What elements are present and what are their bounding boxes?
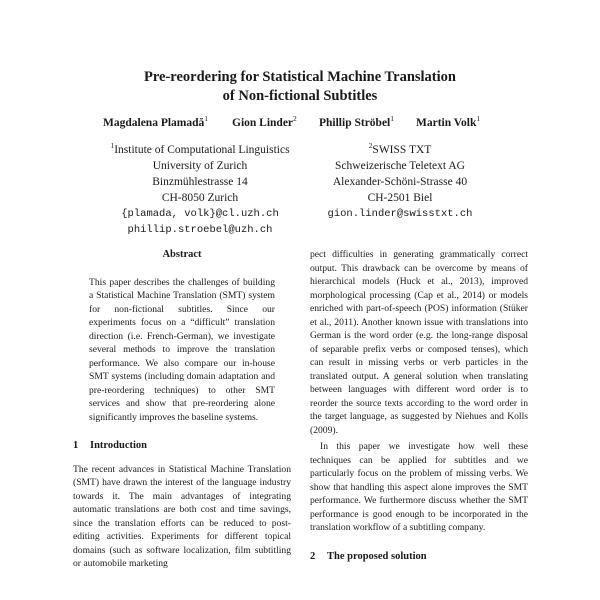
abstract-heading: Abstract <box>162 249 202 260</box>
introduction-paragraph-2: In this paper we investigate how well these techniques can be applied for subtitles and we particularly focus on the problem of missing verbs. We show that handling this aspect alone improves the SMT performance. We furthermore discuss whether the SMT performance is good enough to be incorporated in the translation workflow of a subtitling company. <box>310 441 528 533</box>
affiliation-2-mark: 2 <box>368 141 373 150</box>
author-1-name: Magdalena Plamadă <box>103 116 205 129</box>
abstract-text: This paper describes the challenges of building a Statistical Machine Translation (SMT) system for non-fictional subtitles. Since our experiments focus on a “difficult” translation direction (i.e. French-German), we investigate several methods to improve the translation performance. We also compare our in-house SMT systems (including domain adaptation and pre-reordering techniques) to other SMT services and show that pre-reordering alone significantly improves the baseline systems. <box>89 276 275 423</box>
right-column <box>310 248 528 573</box>
author-4-affil-mark: 1 <box>476 114 481 123</box>
affiliation-1-street: Binzmühlestrasse 14 <box>152 175 248 188</box>
author-1 <box>103 114 208 129</box>
affiliation-1-mark: 1 <box>110 141 115 150</box>
title-line-2: of Non-fictional Subtitles <box>222 88 378 104</box>
introduction-paragraph-continued: pect difficulties in generating grammatically correct output. This drawback can be overcome by means of hierarchical models (Huck et al., 2013), improved morphological processing (Cap et al., 2014) or models enriched with part-of-speech (POS) information (Stüker et al., 2011). Another known issue with translations into German is the word order (e.g. the long-range disposal of separable prefix verbs or composed tenses), which can result in missing verbs or verb particles in the translated output. A general solution when translating between languages with different word order is to reorder the source texts according to the word order in the target language, as suggested by Niehues and Kolls (2009). <box>310 249 528 436</box>
affiliation-2-street: Alexander-Schöni-Strasse 40 <box>332 175 468 188</box>
author-3-name: Phillip Ströbel <box>319 116 391 129</box>
affiliation-1-email-1: {plamada, volk}@cl.uzh.ch <box>121 207 279 220</box>
author-4 <box>416 114 480 129</box>
affiliation-2-company-full: Schweizerische Teletext AG <box>335 159 465 172</box>
section-heading-proposed-solution <box>310 550 528 564</box>
affiliation-1-institute: Institute of Computational Linguistics <box>114 143 290 156</box>
section-title: Introduction <box>90 440 147 451</box>
section-number: 1 <box>73 440 79 451</box>
affiliation-1 <box>95 138 305 238</box>
section-heading-introduction <box>73 439 291 453</box>
affiliation-1-email-2: phillip.stroebel@uzh.ch <box>127 223 273 236</box>
author-2 <box>232 114 297 129</box>
title-line-1: Pre-reordering for Statistical Machine Translation <box>144 69 456 85</box>
section-number: 2 <box>310 550 316 562</box>
section-title: The proposed solution <box>327 550 427 562</box>
left-column <box>73 248 291 571</box>
author-3 <box>319 114 394 129</box>
affiliation-2-city: CH-2501 Biel <box>367 191 433 204</box>
affiliation-2-email: gion.linder@swisstxt.ch <box>327 207 473 220</box>
affiliation-2 <box>300 138 500 222</box>
affiliation-1-city: CH-8050 Zurich <box>161 191 239 204</box>
affiliation-1-university: University of Zurich <box>152 159 248 172</box>
affiliation-2-company: SWISS TXT <box>372 143 432 156</box>
author-1-affil-mark: 1 <box>204 114 209 123</box>
author-4-name: Martin Volk <box>416 116 477 129</box>
author-2-affil-mark: 2 <box>293 114 297 123</box>
introduction-paragraph: The recent advances in Statistical Machine Translation (SMT) have drawn the interest of the language industry towards it. The main advantages of integrating automatic translations are both cost and time savings, since the translation efforts can be reduced to post-editing activities. Experiments for different topical domains (such as software localization, film subtitling or automobile marketing <box>73 463 291 569</box>
author-list <box>0 114 600 132</box>
paper-title <box>0 68 600 106</box>
author-2-name: Gion Linder <box>232 116 294 129</box>
author-3-affil-mark: 1 <box>390 114 394 123</box>
